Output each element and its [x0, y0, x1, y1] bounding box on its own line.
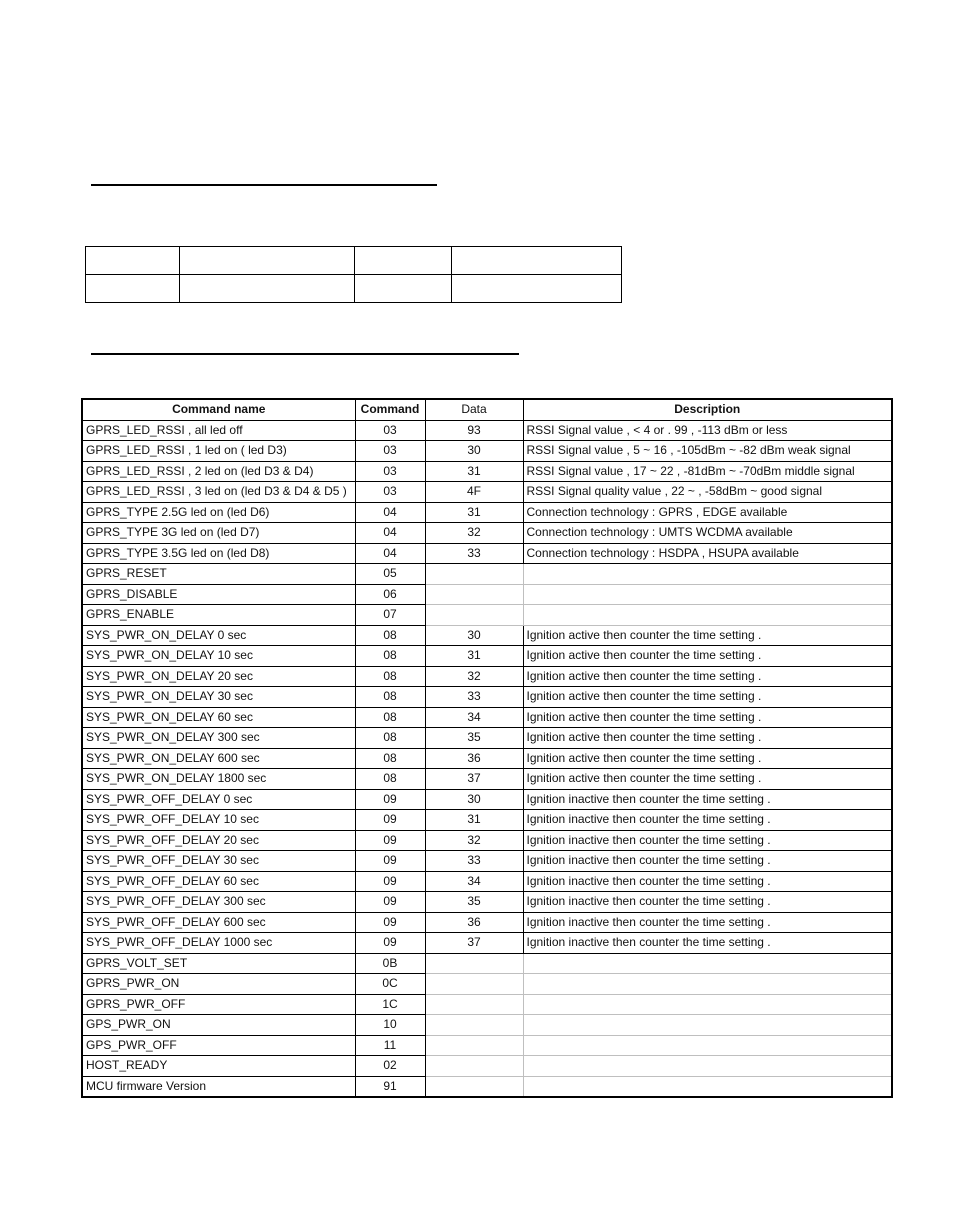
table-row [82, 523, 892, 544]
command-name-cell: SYS_PWR_OFF_DELAY 20 sec [82, 830, 355, 851]
table-row [82, 1056, 892, 1077]
table-cell [355, 247, 452, 275]
command-name-cell: SYS_PWR_OFF_DELAY 0 sec [82, 789, 355, 810]
data-cell: 33 [425, 687, 523, 708]
description-cell [523, 1076, 892, 1097]
command-code-cell: 09 [355, 810, 425, 831]
data-cell: 33 [425, 851, 523, 872]
table-row [82, 810, 892, 831]
data-cell: 34 [425, 871, 523, 892]
description-cell: Ignition inactive then counter the time setting . [523, 789, 892, 810]
command-name-cell: SYS_PWR_ON_DELAY 20 sec [82, 666, 355, 687]
table-row [82, 933, 892, 954]
data-cell [425, 605, 523, 626]
table-header-row [82, 399, 892, 420]
command-name-cell: GPRS_LED_RSSI , 1 led on ( led D3) [82, 441, 355, 462]
table-row [82, 748, 892, 769]
command-code-cell: 04 [355, 502, 425, 523]
data-cell [425, 1015, 523, 1036]
command-name-cell: GPRS_VOLT_SET [82, 953, 355, 974]
command-code-cell: 09 [355, 892, 425, 913]
table-row [82, 830, 892, 851]
description-cell: Ignition active then counter the time setting . [523, 769, 892, 790]
description-cell: Ignition inactive then counter the time setting . [523, 851, 892, 872]
command-name-cell: SYS_PWR_ON_DELAY 0 sec [82, 625, 355, 646]
description-cell: Ignition inactive then counter the time setting . [523, 830, 892, 851]
table-cell [452, 247, 622, 275]
description-cell: Ignition inactive then counter the time setting . [523, 871, 892, 892]
table-row [86, 275, 622, 303]
table-row [82, 625, 892, 646]
command-code-cell: 08 [355, 646, 425, 667]
command-code-cell: 0B [355, 953, 425, 974]
table-cell [180, 275, 355, 303]
data-cell: 37 [425, 933, 523, 954]
description-cell: Ignition active then counter the time setting . [523, 707, 892, 728]
description-cell: Ignition active then counter the time setting . [523, 748, 892, 769]
data-cell: 93 [425, 420, 523, 441]
table-row [82, 851, 892, 872]
command-name-cell: SYS_PWR_OFF_DELAY 300 sec [82, 892, 355, 913]
data-cell: 33 [425, 543, 523, 564]
data-cell: 30 [425, 441, 523, 462]
command-code-cell: 08 [355, 728, 425, 749]
command-code-cell: 0C [355, 974, 425, 995]
description-cell [523, 584, 892, 605]
table-row [82, 441, 892, 462]
command-code-cell: 02 [355, 1056, 425, 1077]
command-name-cell: SYS_PWR_OFF_DELAY 1000 sec [82, 933, 355, 954]
description-cell [523, 953, 892, 974]
description-cell [523, 1056, 892, 1077]
data-cell: 36 [425, 912, 523, 933]
table-row [82, 1015, 892, 1036]
command-code-cell: 91 [355, 1076, 425, 1097]
description-cell [523, 1015, 892, 1036]
data-cell: 31 [425, 461, 523, 482]
command-name-cell: SYS_PWR_OFF_DELAY 10 sec [82, 810, 355, 831]
table-row [82, 666, 892, 687]
command-name-cell: SYS_PWR_OFF_DELAY 60 sec [82, 871, 355, 892]
data-cell: 32 [425, 830, 523, 851]
command-code-cell: 09 [355, 830, 425, 851]
data-cell: 31 [425, 810, 523, 831]
command-code-cell: 07 [355, 605, 425, 626]
command-name-cell: MCU firmware Version [82, 1076, 355, 1097]
description-cell: Ignition inactive then counter the time setting . [523, 810, 892, 831]
description-cell: Ignition inactive then counter the time setting . [523, 912, 892, 933]
description-cell: Connection technology : UMTS WCDMA available [523, 523, 892, 544]
data-cell: 31 [425, 646, 523, 667]
command-code-cell: 08 [355, 769, 425, 790]
table-row [82, 687, 892, 708]
table-row [82, 482, 892, 503]
data-cell [425, 564, 523, 585]
description-cell [523, 994, 892, 1015]
data-cell [425, 1076, 523, 1097]
description-cell [523, 974, 892, 995]
table-row [82, 646, 892, 667]
command-code-cell: 1C [355, 994, 425, 1015]
column-header-data: Data [425, 399, 523, 420]
command-name-cell: GPRS_PWR_ON [82, 974, 355, 995]
data-cell [425, 994, 523, 1015]
data-cell: 30 [425, 789, 523, 810]
description-cell [523, 564, 892, 585]
description-cell: Ignition active then counter the time setting . [523, 728, 892, 749]
table-cell [452, 275, 622, 303]
command-code-cell: 11 [355, 1035, 425, 1056]
table-row [82, 502, 892, 523]
description-cell: RSSI Signal value , 17 ~ 22 , -81dBm ~ -70dBm middle signal [523, 461, 892, 482]
column-header-description: Description [523, 399, 892, 420]
command-code-cell: 08 [355, 625, 425, 646]
command-name-cell: GPRS_RESET [82, 564, 355, 585]
heading-underline-2 [91, 353, 519, 355]
data-cell [425, 953, 523, 974]
command-name-cell: GPS_PWR_OFF [82, 1035, 355, 1056]
description-cell: Connection technology : HSDPA , HSUPA available [523, 543, 892, 564]
command-code-cell: 10 [355, 1015, 425, 1036]
data-cell: 35 [425, 892, 523, 913]
command-name-cell: GPS_PWR_ON [82, 1015, 355, 1036]
command-code-cell: 03 [355, 461, 425, 482]
command-code-cell: 09 [355, 912, 425, 933]
command-code-cell: 04 [355, 523, 425, 544]
command-code-cell: 09 [355, 851, 425, 872]
data-cell: 36 [425, 748, 523, 769]
description-cell: Ignition inactive then counter the time setting . [523, 933, 892, 954]
table-row [82, 892, 892, 913]
command-name-cell: SYS_PWR_ON_DELAY 300 sec [82, 728, 355, 749]
command-name-cell: GPRS_LED_RSSI , 2 led on (led D3 & D4) [82, 461, 355, 482]
table-row [82, 789, 892, 810]
data-cell: 37 [425, 769, 523, 790]
data-cell [425, 1035, 523, 1056]
description-cell: Connection technology : GPRS , EDGE available [523, 502, 892, 523]
command-table-body [82, 420, 892, 1097]
data-cell: 35 [425, 728, 523, 749]
command-name-cell: SYS_PWR_ON_DELAY 10 sec [82, 646, 355, 667]
command-name-cell: GPRS_LED_RSSI , 3 led on (led D3 & D4 & D5 ) [82, 482, 355, 503]
data-cell: 32 [425, 666, 523, 687]
table-row [82, 1035, 892, 1056]
description-cell: Ignition active then counter the time setting . [523, 625, 892, 646]
table-cell [355, 275, 452, 303]
table-row [82, 953, 892, 974]
command-name-cell: GPRS_PWR_OFF [82, 994, 355, 1015]
heading-underline-1 [91, 184, 437, 186]
data-cell: 4F [425, 482, 523, 503]
description-cell: RSSI Signal quality value , 22 ~ , -58dBm ~ good signal [523, 482, 892, 503]
table-cell [86, 275, 180, 303]
table-row [82, 912, 892, 933]
table-row [82, 584, 892, 605]
command-name-cell: SYS_PWR_ON_DELAY 60 sec [82, 707, 355, 728]
table-cell [180, 247, 355, 275]
command-name-cell: GPRS_TYPE 3G led on (led D7) [82, 523, 355, 544]
description-cell [523, 605, 892, 626]
command-name-cell: GPRS_ENABLE [82, 605, 355, 626]
data-cell [425, 1056, 523, 1077]
table-row [82, 871, 892, 892]
table-cell [86, 247, 180, 275]
command-code-cell: 08 [355, 687, 425, 708]
column-header-command-name: Command name [82, 399, 355, 420]
command-code-cell: 03 [355, 441, 425, 462]
column-header-command: Command [355, 399, 425, 420]
command-name-cell: HOST_READY [82, 1056, 355, 1077]
command-name-cell: GPRS_LED_RSSI , all led off [82, 420, 355, 441]
command-name-cell: GPRS_DISABLE [82, 584, 355, 605]
description-cell [523, 1035, 892, 1056]
table-row [82, 564, 892, 585]
data-cell [425, 974, 523, 995]
description-cell: Ignition active then counter the time setting . [523, 646, 892, 667]
table-row [86, 247, 622, 275]
table-row [82, 994, 892, 1015]
command-name-cell: SYS_PWR_ON_DELAY 30 sec [82, 687, 355, 708]
command-code-cell: 05 [355, 564, 425, 585]
command-code-cell: 03 [355, 482, 425, 503]
command-code-cell: 09 [355, 933, 425, 954]
command-code-cell: 04 [355, 543, 425, 564]
description-cell: Ignition active then counter the time setting . [523, 666, 892, 687]
command-code-cell: 06 [355, 584, 425, 605]
description-cell: Ignition inactive then counter the time setting . [523, 892, 892, 913]
command-code-cell: 09 [355, 789, 425, 810]
table-row [82, 461, 892, 482]
command-name-cell: SYS_PWR_OFF_DELAY 600 sec [82, 912, 355, 933]
command-name-cell: GPRS_TYPE 2.5G led on (led D6) [82, 502, 355, 523]
description-cell: Ignition active then counter the time setting . [523, 687, 892, 708]
table-row [82, 769, 892, 790]
command-name-cell: GPRS_TYPE 3.5G led on (led D8) [82, 543, 355, 564]
empty-frame-table [85, 246, 622, 303]
command-name-cell: SYS_PWR_OFF_DELAY 30 sec [82, 851, 355, 872]
command-name-cell: SYS_PWR_ON_DELAY 1800 sec [82, 769, 355, 790]
description-cell: RSSI Signal value , 5 ~ 16 , -105dBm ~ -82 dBm weak signal [523, 441, 892, 462]
table-row [82, 543, 892, 564]
data-cell [425, 584, 523, 605]
data-cell: 32 [425, 523, 523, 544]
table-row [82, 605, 892, 626]
table-row [82, 707, 892, 728]
command-name-cell: SYS_PWR_ON_DELAY 600 sec [82, 748, 355, 769]
command-code-cell: 08 [355, 748, 425, 769]
table-row [82, 728, 892, 749]
command-code-cell: 08 [355, 666, 425, 687]
data-cell: 31 [425, 502, 523, 523]
command-code-cell: 09 [355, 871, 425, 892]
data-cell: 30 [425, 625, 523, 646]
description-cell: RSSI Signal value , < 4 or . 99 , -113 dBm or less [523, 420, 892, 441]
data-cell: 34 [425, 707, 523, 728]
table-row [82, 420, 892, 441]
table-row [82, 1076, 892, 1097]
command-table [81, 398, 893, 1098]
command-code-cell: 08 [355, 707, 425, 728]
table-row [82, 974, 892, 995]
command-code-cell: 03 [355, 420, 425, 441]
